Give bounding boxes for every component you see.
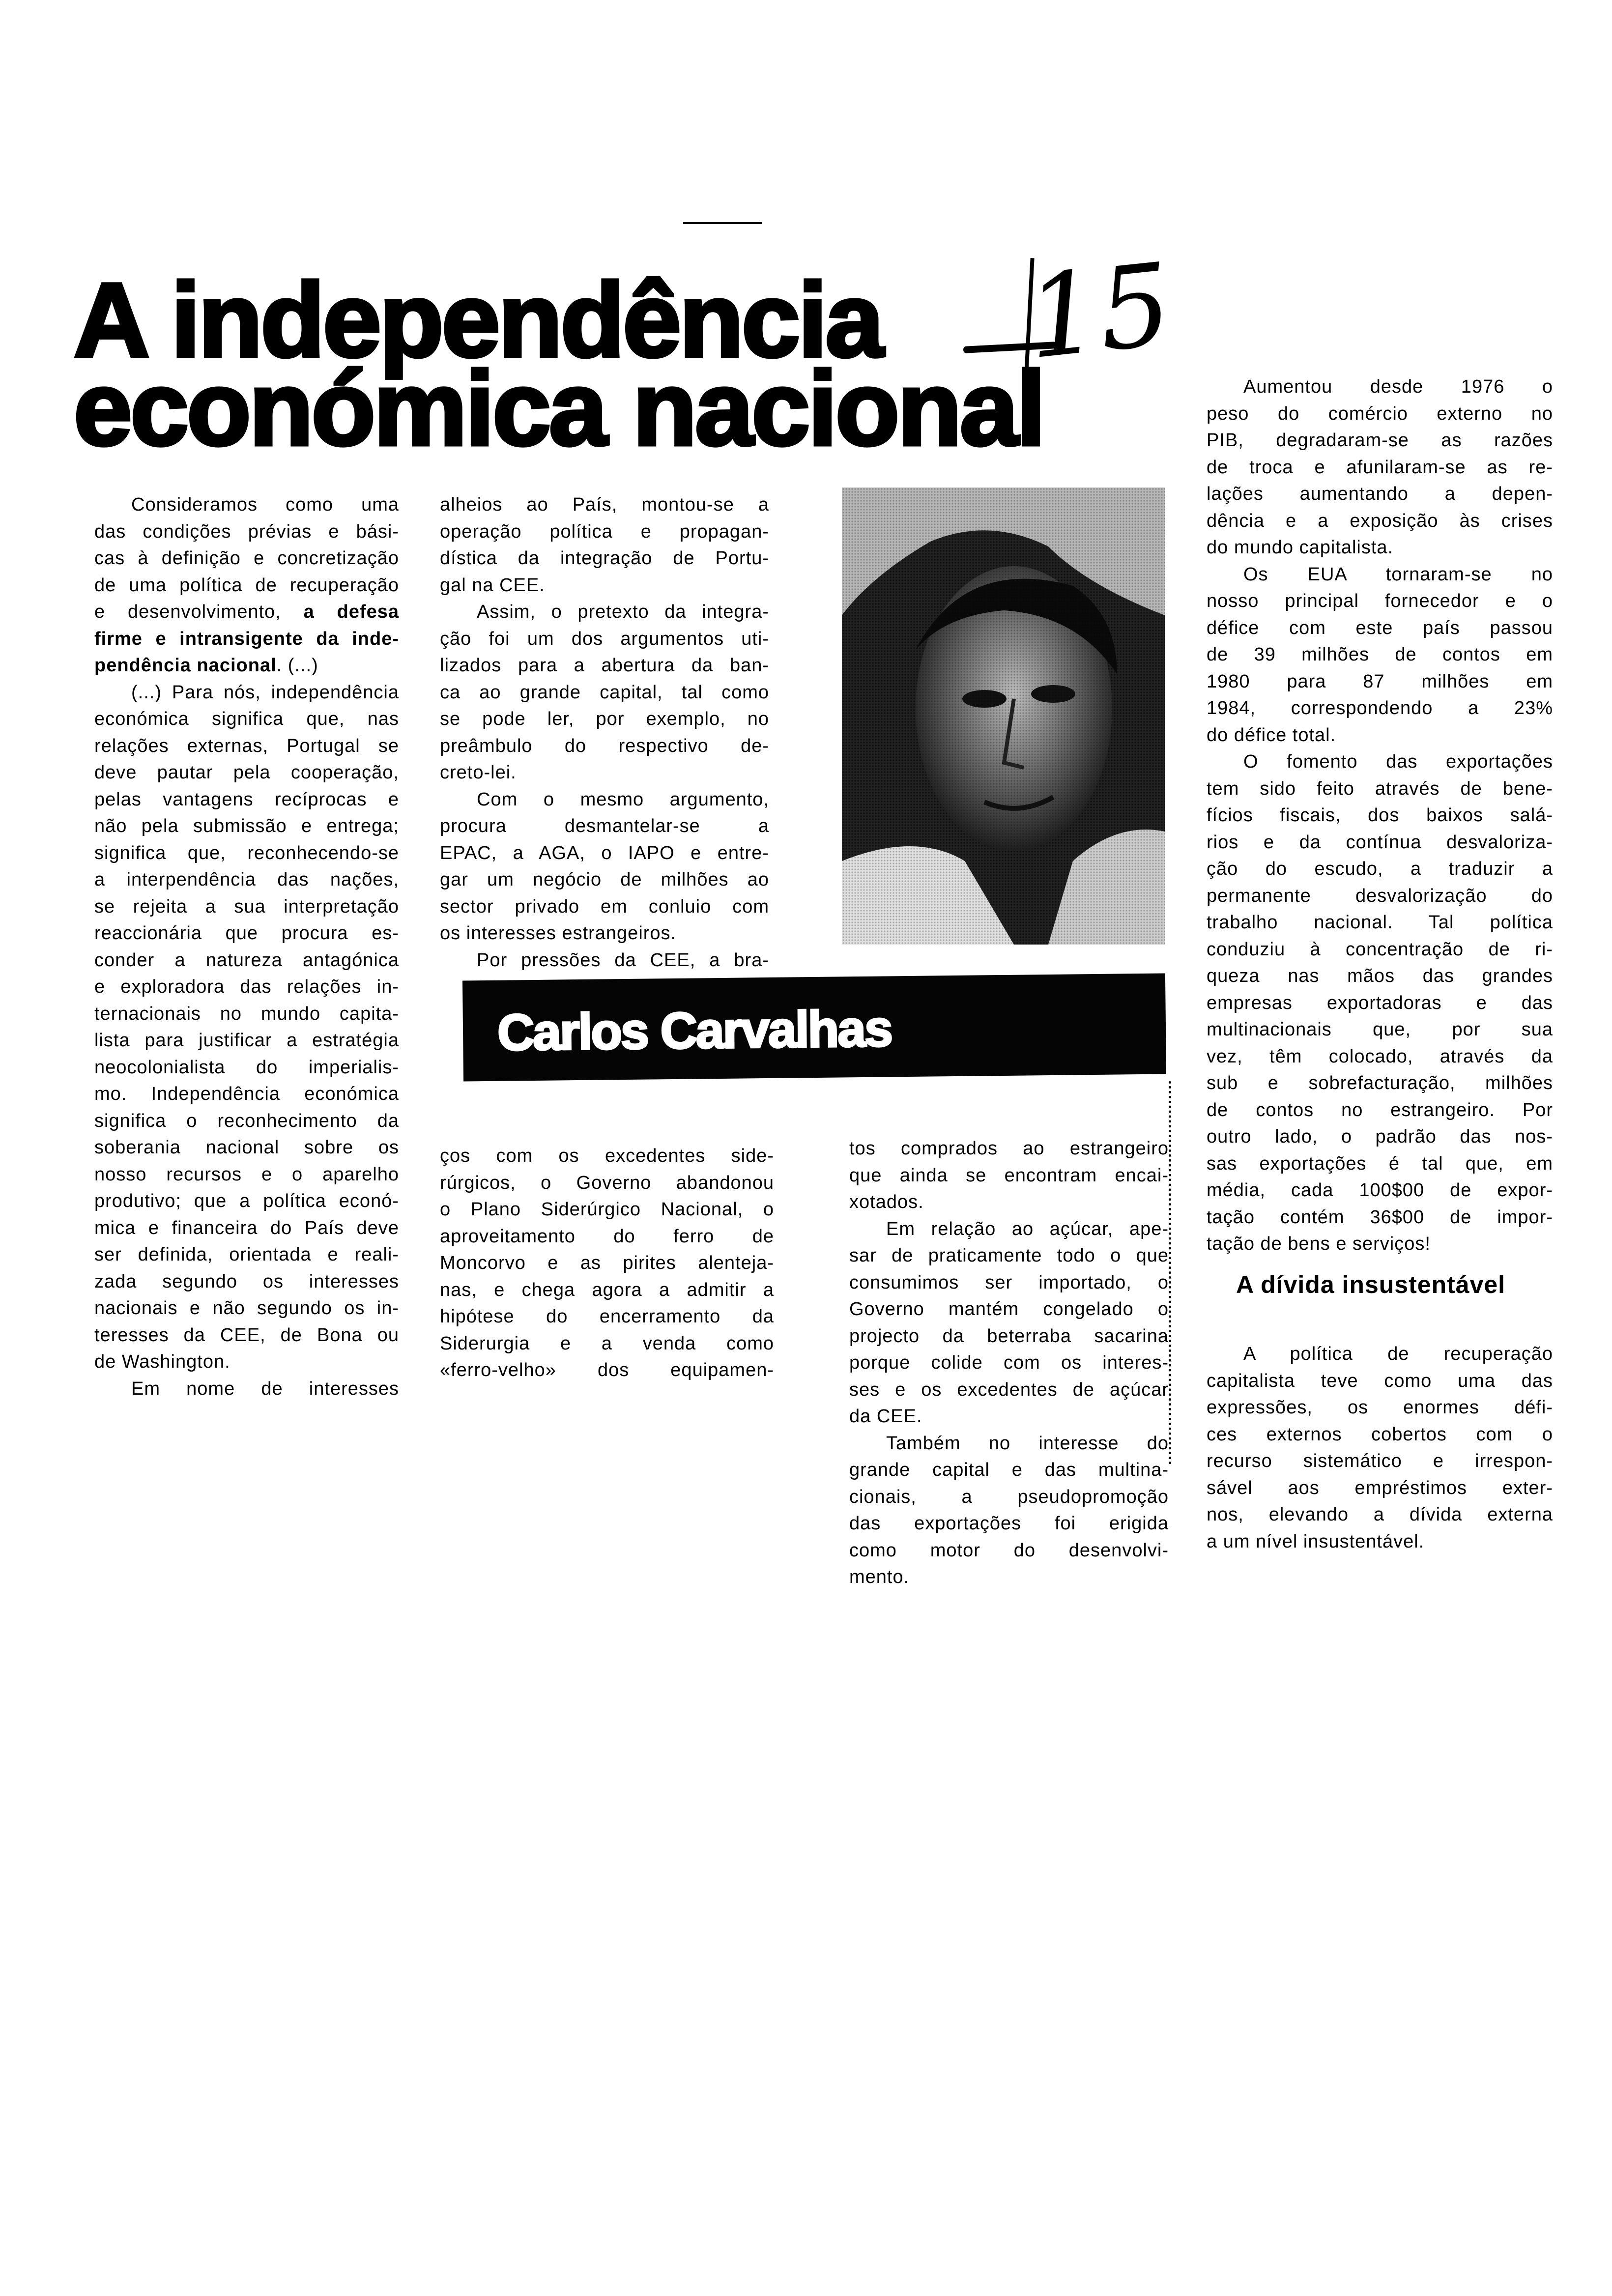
text-line: défice com este país passou [1207, 617, 1553, 638]
paragraph [1207, 1341, 1553, 1555]
text-line: sas exportações é tal que, em [1207, 1153, 1553, 1174]
text-line: tação de bens e serviços! [1207, 1234, 1431, 1254]
text-line: de Washington. [94, 1351, 230, 1372]
text-line: pelas vantagens recíprocas e [94, 789, 399, 810]
text-line: reaccionária que procura es- [94, 923, 399, 944]
text-line: do mundo capitalista. [1207, 537, 1394, 558]
text-line: da CEE. [849, 1406, 922, 1427]
text-line: Moncorvo e as pirites alenteja- [440, 1253, 774, 1273]
subheading: A dívida insustentável [1236, 1271, 1506, 1298]
text-line: sável aos empréstimos exter- [1207, 1477, 1553, 1498]
text-line: tem sido feito através de bene- [1207, 778, 1553, 799]
article-column-4-bottom [1207, 1341, 1553, 1555]
text-line: significa que, reconhecendo-se [94, 842, 399, 863]
text-line: alheios ao País, montou-se a [440, 494, 769, 515]
text-line: sar de praticamente todo o que [849, 1245, 1169, 1266]
text-line: ca ao grande capital, tal como [440, 682, 769, 703]
text-line: de uma política de recuperação [94, 574, 399, 596]
text-line: lista para justificar a estratégia [94, 1030, 399, 1051]
text-line: dística da integração de Portu- [440, 548, 769, 569]
article-column-2-bottom [440, 1143, 774, 1384]
text-line: PIB, degradaram-se as razões [1207, 430, 1553, 451]
paragraph [440, 491, 769, 599]
top-rule [683, 222, 762, 224]
text-line: hipótese do encerramento da [440, 1306, 774, 1327]
text-line: porque colide com os interes- [849, 1352, 1169, 1373]
text-line: permanente desvalorização do [1207, 885, 1553, 906]
text-line: e exploradora das relações in- [94, 976, 399, 997]
article-column-3-bottom [849, 1135, 1169, 1591]
text-line: queza nas mãos das grandes [1207, 966, 1553, 986]
text-line: 1984, correspondendo a 23% [1207, 698, 1553, 718]
text-line: Em relação ao açúcar, ape- [886, 1218, 1169, 1239]
text-line: projecto da beterraba sacarina [849, 1325, 1169, 1347]
text-line: peso do comércio externo no [1207, 403, 1553, 424]
text-line: fícios fiscais, dos baixos salá- [1207, 805, 1553, 826]
text-line: como motor do desenvolvi- [849, 1540, 1169, 1561]
text-line: trabalho nacional. Tal política [1207, 912, 1553, 933]
text-line: de contos no estrangeiro. Por [1207, 1099, 1553, 1120]
text-line: 1980 para 87 milhões em [1207, 671, 1553, 692]
text-line: xotados. [849, 1192, 924, 1212]
paragraph [849, 1216, 1169, 1430]
text-line: que ainda se encontram encai- [849, 1165, 1169, 1186]
text-line: EPAC, a AGA, o IAPO e entre- [440, 842, 769, 863]
text-line: sector privado em conluio com [440, 896, 769, 917]
paragraph [440, 786, 769, 947]
text-line: ser definida, orientada e reali- [94, 1244, 399, 1265]
text-line: nosso recursos e o aparelho [94, 1164, 399, 1185]
paragraph [849, 1135, 1169, 1216]
text-line: ses e os excedentes de açúcar [849, 1379, 1169, 1400]
paragraph [1207, 748, 1553, 1258]
bold-text: a defesa [303, 602, 399, 622]
text-line: Em nome de interesses [131, 1378, 399, 1399]
text-line: dência e a exposição às crises [1207, 510, 1553, 531]
text-line: de 39 milhões de contos em [1207, 644, 1553, 665]
text-line: não pela submissão e entrega; [94, 816, 399, 836]
text-line: Siderurgia e a venda como [440, 1333, 774, 1354]
paragraph [94, 491, 399, 679]
text-line: multinacionais que, por sua [1207, 1019, 1553, 1040]
text-line: nos, elevando a dívida externa [1207, 1504, 1553, 1525]
text-line: consumimos ser importado, o [849, 1272, 1169, 1293]
article-column-4-top [1207, 373, 1553, 1258]
text-line: teresses da CEE, de Bona ou [94, 1324, 399, 1346]
article-column-1 [94, 491, 399, 1402]
column-divider [1169, 1081, 1171, 1464]
text-line: O fomento das exportações [1243, 751, 1553, 772]
text-line: económica significa que, nas [94, 709, 399, 729]
text-line: ces externos cobertos com o [1207, 1424, 1553, 1445]
text-line: produtivo; que a política econó- [94, 1191, 399, 1211]
text-line: aproveitamento do ferro de [440, 1226, 774, 1247]
text-line: rios e da contínua desvaloriza- [1207, 832, 1553, 853]
text-line: preâmbulo do respectivo de- [440, 735, 769, 756]
text-line: nas, e chega agora a admitir a [440, 1279, 774, 1300]
text-line: nosso principal fornecedor e o [1207, 591, 1553, 611]
text-line: cionais, a pseudopromoção [849, 1486, 1169, 1507]
paragraph [1207, 373, 1553, 561]
text-line: média, cada 100$00 de expor- [1207, 1180, 1553, 1201]
paragraph [440, 599, 769, 786]
text-line: mica e financeira do País deve [94, 1217, 399, 1238]
text-line: Com o mesmo argumento, [477, 789, 769, 810]
text-line: conder a natureza antagónica [94, 949, 399, 971]
text-line: se pode ler, por exemplo, no [440, 709, 769, 729]
text-line: das condições prévias e bási- [94, 521, 399, 542]
article-column-2-top [440, 491, 769, 974]
text-line: Consideramos como uma [131, 494, 399, 515]
text-line: sub e sobrefacturação, milhões [1207, 1073, 1553, 1093]
paragraph [440, 947, 769, 974]
text-line: expressões, os enormes défi- [1207, 1397, 1553, 1418]
text-line: neocolonialista do imperialis- [94, 1057, 399, 1078]
text-line: relações externas, Portugal se [94, 735, 399, 756]
text-line: mo. Independência económica [94, 1084, 399, 1104]
paragraph [849, 1430, 1169, 1591]
text-line: a interpendência das nações, [94, 869, 399, 890]
text-line: operação política e propagan- [440, 521, 769, 542]
text-line: de troca e afunilaram-se as re- [1207, 457, 1553, 478]
text-line: ternacionais no mundo capita- [94, 1003, 399, 1024]
text-line: grande capital e das multina- [849, 1460, 1169, 1480]
text-line: lações aumentando a depen- [1207, 484, 1553, 504]
text-line: capitalista teve como uma das [1207, 1370, 1553, 1391]
text-line: das exportações foi erigida [849, 1513, 1169, 1534]
byline-banner [462, 974, 1166, 1082]
text-line: outro lado, o padrão das nos- [1207, 1126, 1553, 1147]
text-line: gal na CEE. [440, 574, 545, 596]
text-segment: e desenvolvimento, [94, 602, 304, 622]
text-line: «ferro-velho» dos equipamen- [440, 1360, 774, 1380]
paragraph [1207, 561, 1553, 749]
text-line: recurso sistemático e irrespon- [1207, 1451, 1553, 1471]
headline-line-1: A independência [74, 261, 882, 379]
text-line: do défice total. [1207, 724, 1336, 746]
text-line: (...) Para nós, independência [131, 682, 399, 703]
text-line: tação contém 36$00 de impor- [1207, 1206, 1553, 1228]
text-line: ção foi um dos argumentos uti- [440, 628, 769, 649]
text-line [94, 652, 399, 679]
portrait-image [842, 488, 1165, 945]
text-line: procura desmantelar-se a [440, 816, 769, 836]
text-line [94, 626, 399, 653]
text-line: Assim, o pretexto da integra- [477, 602, 769, 622]
text-line: Os EUA tornaram-se no [1243, 564, 1553, 585]
text-line: cas à definição e concretização [94, 548, 399, 569]
text-line: lizados para a abertura da ban- [440, 655, 769, 676]
text-line: deve pautar pela cooperação, [94, 762, 399, 783]
text-line: soberania nacional sobre os [94, 1137, 399, 1158]
text-line [94, 599, 399, 626]
text-line: Governo mantém congelado o [849, 1299, 1169, 1320]
text-line: conduziu à concentração de ri- [1207, 939, 1553, 960]
headline-line-2: económica nacional [74, 350, 1044, 467]
text-segment: . (...) [276, 655, 318, 676]
bold-text: pendência nacional [94, 655, 277, 676]
paragraph [94, 679, 399, 1376]
text-line: Aumentou desde 1976 o [1243, 376, 1553, 397]
text-line: tos comprados ao estrangeiro [849, 1138, 1169, 1159]
author-name: Carlos Carvalhas [497, 1000, 892, 1062]
text-line: creto-lei. [440, 762, 517, 783]
text-line: Também no interesse do [886, 1433, 1169, 1454]
text-line: a um nível insustentável. [1207, 1531, 1425, 1552]
text-line: se rejeita a sua interpretação [94, 896, 399, 917]
text-line: Por pressões da CEE, a bra- [477, 949, 769, 971]
text-line: significa o reconhecimento da [94, 1110, 399, 1131]
text-line: empresas exportadoras e das [1207, 992, 1553, 1013]
author-photo [842, 488, 1165, 945]
text-line: gar um negócio de milhões ao [440, 869, 769, 890]
text-line: ção do escudo, a traduzir a [1207, 859, 1553, 879]
handwritten-page-number: 15 [1020, 239, 1178, 385]
text-line: os interesses estrangeiros. [440, 923, 677, 944]
text-line: nacionais e não segundo os in- [94, 1298, 399, 1319]
bold-text: firme e intransigente da inde- [94, 628, 399, 649]
text-line: vez, têm colocado, através da [1207, 1046, 1553, 1067]
text-line: A política de recuperação [1243, 1344, 1553, 1364]
text-line: ços com os excedentes side- [440, 1146, 774, 1166]
text-line: zada segundo os interesses [94, 1271, 399, 1292]
text-line: mento. [849, 1567, 910, 1587]
paragraph [94, 1376, 399, 1403]
paragraph [440, 1143, 774, 1384]
text-line: o Plano Siderúrgico Nacional, o [440, 1199, 774, 1220]
text-line: rúrgicos, o Governo abandonou [440, 1172, 774, 1193]
